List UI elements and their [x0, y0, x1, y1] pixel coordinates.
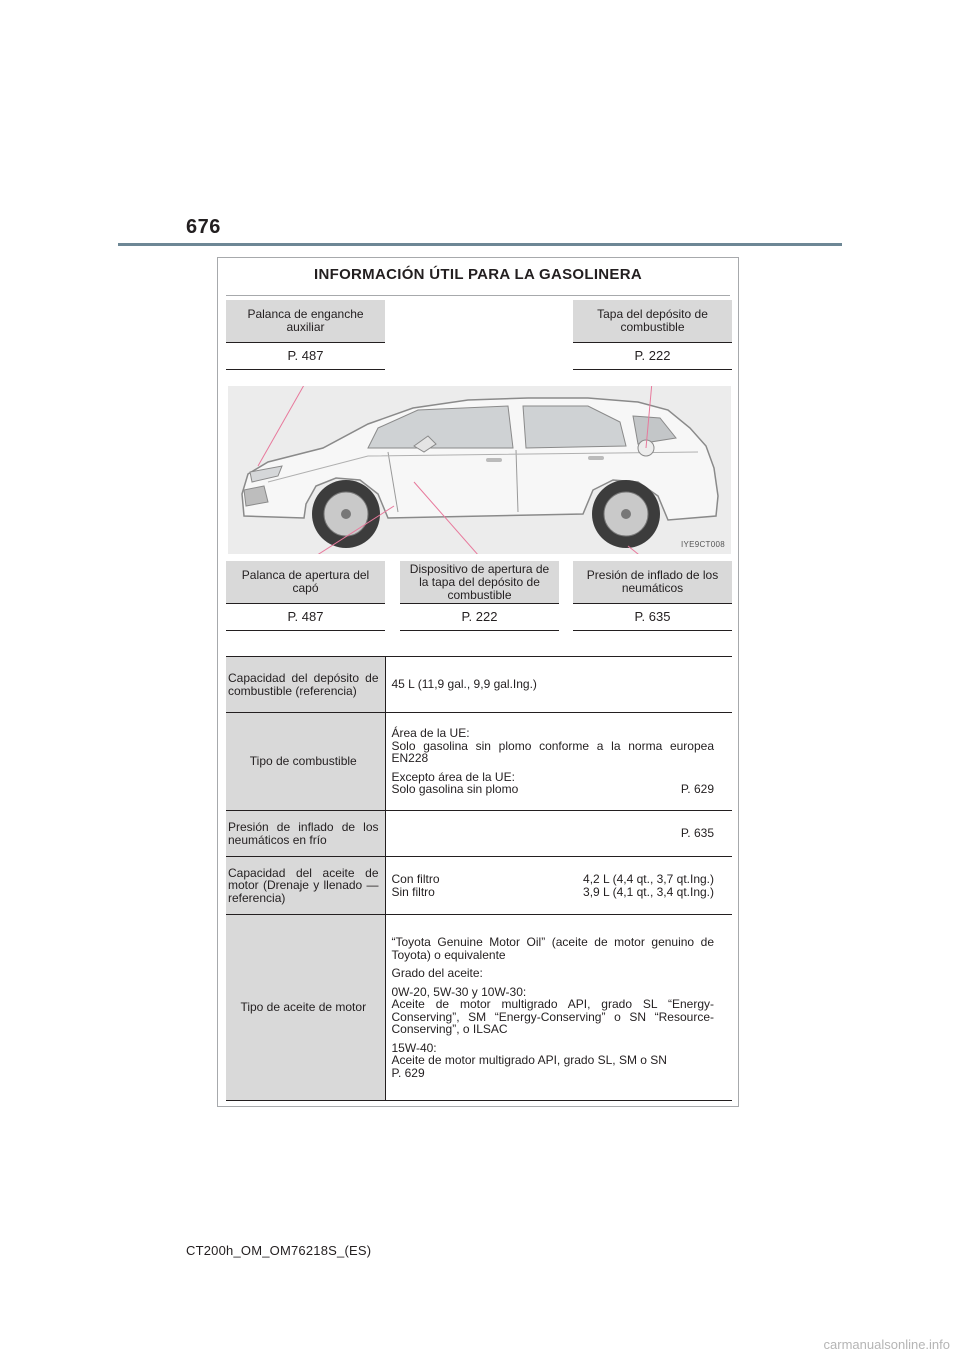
oil-type-page-ref: P. 629	[391, 1065, 425, 1080]
callout-page-ref: P. 635	[573, 604, 732, 631]
oil-grade-a-text: Aceite de motor multigrado API, grado SL “Energy-Conserving”, SM “Energy-Conserving” o SN “Resource-Conserving”, o ILSAC	[391, 997, 714, 1036]
spec-value	[385, 915, 732, 1101]
spec-label: Tipo de aceite de motor	[226, 915, 385, 1101]
spec-value	[385, 857, 732, 915]
panel-title: INFORMACIÓN ÚTIL PARA LA GASOLINERA	[314, 266, 642, 283]
header-rule	[118, 243, 842, 246]
oil-grade-b-block	[392, 1042, 715, 1080]
oil-grade-b-heading: 15W-40:	[391, 1040, 437, 1055]
fuel-eu-text: Solo gasolina sin plomo conforme a la norma europea EN228	[391, 738, 714, 766]
callout-page-ref: P. 487	[226, 343, 385, 370]
spec-row-oil-capacity	[226, 857, 732, 915]
oil-grade-a-block	[392, 986, 715, 1036]
car-side-view	[228, 386, 731, 554]
fuel-station-info-panel	[217, 257, 739, 1107]
title-rule	[226, 295, 730, 296]
footer-code: CT200h_OM_OM76218S_(ES)	[186, 1243, 372, 1258]
oil-without-filter-row	[392, 886, 715, 899]
oil-grade-heading: Grado del aceite:	[391, 966, 483, 980]
callout-label: Palanca de enganche auxiliar	[226, 300, 385, 342]
oil-grade-b-text: Aceite de motor multigrado API, grado SL, SM o SN	[391, 1053, 667, 1067]
fuel-non-eu-heading: Excepto área de la UE:	[391, 769, 515, 784]
fuel-non-eu-row	[392, 783, 715, 796]
oil-without-filter-value: 3,9 L (4,1 qt., 3,4 qt.Ing.)	[583, 884, 714, 899]
fuel-non-eu-text: Solo gasolina sin plomo	[391, 782, 519, 797]
grille	[244, 486, 268, 506]
page-number: 676	[186, 216, 221, 238]
oil-grade-a-heading: 0W-20, 5W-30 y 10W-30:	[391, 984, 527, 999]
fuel-non-eu-block	[392, 771, 715, 796]
spec-label: Capacidad del aceite de motor (Drenaje y llenado — referencia)	[226, 857, 385, 915]
front-window	[368, 406, 513, 448]
oil-with-filter-label: Con filtro	[391, 872, 440, 886]
tire-pressure-page-ref: P. 635	[680, 826, 714, 841]
callout-label: Presión de inflado de los neumáticos	[573, 561, 732, 603]
front-hub	[341, 509, 351, 519]
callout-label: Palanca de apertura del capó	[226, 561, 385, 603]
fuel-type-page-ref: P. 629	[680, 782, 714, 797]
rear-hub	[621, 509, 631, 519]
door-handle	[588, 456, 604, 460]
spec-value	[385, 713, 732, 811]
oil-without-filter-label: Sin filtro	[391, 884, 435, 899]
fuel-eu-heading: Área de la UE:	[391, 726, 470, 741]
callout-page-ref: P. 222	[573, 343, 732, 370]
spec-label: Presión de inflado de los neumáticos en frío	[226, 811, 385, 857]
spec-row-fuel-capacity	[226, 657, 732, 713]
spec-row-fuel-type	[226, 713, 732, 811]
callout-page-ref: P. 222	[400, 604, 559, 631]
callout-aux-latch	[226, 300, 385, 370]
callout-page-ref: P. 487	[226, 604, 385, 631]
oil-with-filter-value: 4,2 L (4,4 qt., 3,7 qt.Ing.)	[583, 872, 714, 886]
spec-table	[226, 656, 732, 1101]
figure-code: IYE9CT008	[680, 540, 725, 549]
car-illustration	[228, 386, 731, 554]
callout-hood-lever	[226, 561, 385, 631]
oil-with-filter-row	[392, 873, 715, 886]
spec-value	[385, 811, 732, 857]
callout-fuel-cap	[573, 300, 732, 370]
oil-intro: “Toyota Genuine Motor Oil” (aceite de motor genuino de Toyota) o equivalente	[391, 935, 714, 962]
callout-label: Dispositivo de apertura de la tapa del depósito de combustible	[400, 561, 559, 603]
fuel-eu-block	[392, 727, 715, 765]
spec-value: 45 L (11,9 gal., 9,9 gal.Ing.)	[391, 677, 537, 692]
spec-label: Tipo de combustible	[226, 713, 385, 811]
door-handle	[486, 458, 502, 462]
spec-label: Capacidad del depósito de combustible (referencia)	[226, 657, 385, 713]
callout-tire-pressure	[573, 561, 732, 631]
spec-row-oil-type	[226, 915, 732, 1101]
callout-fuel-door-opener	[400, 561, 559, 631]
watermark: carmanualsonline.info	[823, 1337, 950, 1352]
callout-label: Tapa del depósito de combustible	[573, 300, 732, 342]
spec-row-tire-pressure	[226, 811, 732, 857]
